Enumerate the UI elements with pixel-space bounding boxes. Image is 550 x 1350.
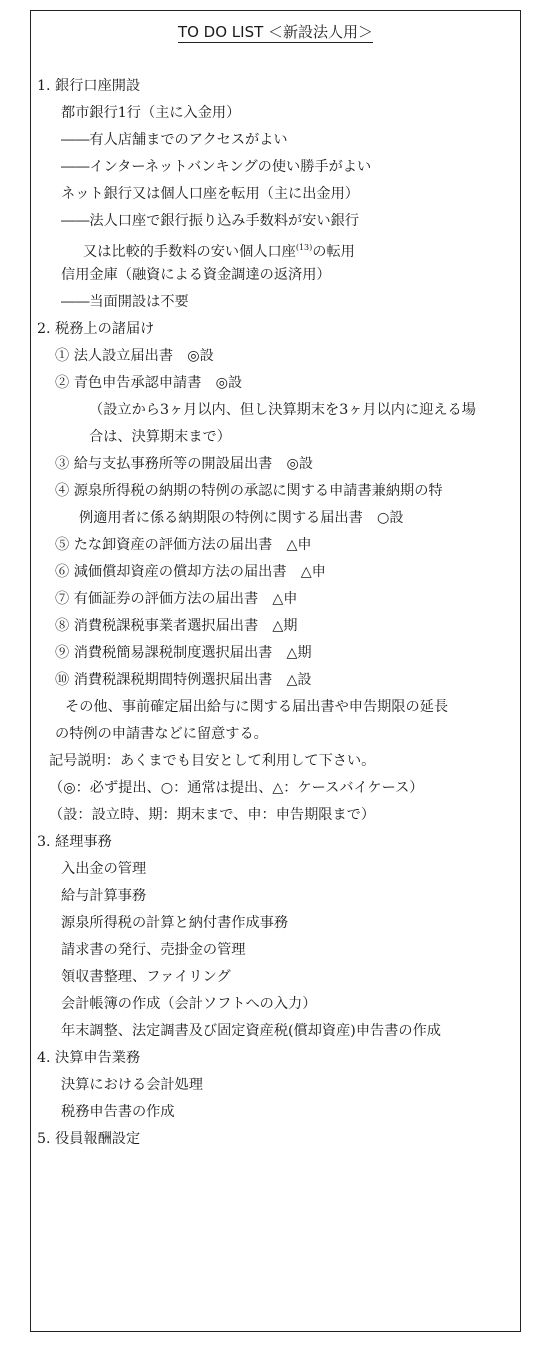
footnote-marker: (13)	[295, 243, 313, 252]
list-item: 源泉所得税の計算と納付書作成事務	[61, 915, 289, 931]
list-item: 給与計算事務	[61, 888, 147, 904]
list-item: ⑧ 消費税課税事業者選択届出書 △期	[55, 618, 298, 634]
list-item-text: 又は比較的手数料の安い個人口座	[83, 244, 296, 260]
legend-text: 記号説明：あくまでも目安として利用して下さい。	[49, 753, 376, 769]
note-text: の特例の申請書などに留意する。	[55, 726, 268, 742]
list-item: ⑥ 減価償却資産の償却方法の届出書 △申	[55, 564, 326, 580]
section-heading-tax-filings: 2. 税務上の諸届け	[37, 321, 155, 337]
list-item: ② 青色申告承認申請書 ◎設	[55, 375, 243, 391]
todo-list-frame	[30, 10, 521, 1332]
list-item: ――有人店舗までのアクセスがよい	[61, 132, 288, 148]
legend-text: （◎：必ず提出、○：通常は提出、△：ケースバイケース）	[49, 780, 424, 796]
list-item: ⑩ 消費税課税期間特例選択届出書 △設	[55, 672, 312, 688]
note-text: その他、事前確定届出給与に関する届出書や申告期限の延長	[65, 699, 449, 715]
document-title: TO DO LIST ＜新設法人用＞	[177, 23, 374, 41]
list-item: ⑦ 有価証券の評価方法の届出書 △申	[55, 591, 298, 607]
section-heading-bank-account: 1. 銀行口座開設	[37, 78, 141, 94]
legend-text: （設：設立時、期：期末まで、申：申告期限まで）	[49, 807, 376, 823]
list-item: ――法人口座で銀行振り込み手数料が安い銀行	[61, 213, 359, 229]
list-item: ネット銀行又は個人口座を転用（主に出金用）	[61, 186, 359, 202]
list-item: 合は、決算期末まで）	[89, 429, 231, 445]
list-item: 決算における会計処理	[61, 1077, 203, 1093]
list-item: 例適用者に係る納期限の特例に関する届出書 ○設	[79, 510, 404, 526]
list-item-text: の転用	[312, 244, 355, 260]
section-heading-executive-pay: 5. 役員報酬設定	[37, 1131, 141, 1147]
section-heading-accounting: 3. 経理事務	[37, 834, 112, 850]
list-item: ――インターネットバンキングの使い勝手がよい	[61, 159, 372, 175]
list-item	[83, 239, 355, 261]
list-item: 信用金庫（融資による資金調達の返済用）	[61, 267, 331, 283]
list-item: ⑤ たな卸資産の評価方法の届出書 △申	[55, 537, 312, 553]
list-item: 入出金の管理	[61, 861, 147, 877]
list-item: （設立から3ヶ月以内、但し決算期末を3ヶ月以内に迎える場	[89, 402, 476, 418]
list-item: ④ 源泉所得税の納期の特例の承認に関する申請書兼納期の特	[55, 483, 443, 499]
list-item: ⑨ 消費税簡易課税制度選択届出書 △期	[55, 645, 312, 661]
list-item: 都市銀行1行（主に入金用）	[61, 105, 241, 121]
list-item: ――当面開設は不要	[61, 294, 189, 310]
list-item: 税務申告書の作成	[61, 1104, 175, 1120]
list-item: ① 法人設立届出書 ◎設	[55, 348, 214, 364]
list-item: 領収書整理、ファイリング	[61, 969, 231, 985]
list-item: 請求書の発行、売掛金の管理	[61, 942, 246, 958]
list-item: 会計帳簿の作成（会計ソフトへの入力）	[61, 996, 317, 1012]
section-heading-settlement: 4. 決算申告業務	[37, 1050, 141, 1066]
list-item: 年末調整、法定調書及び固定資産税(償却資産)申告書の作成	[61, 1023, 441, 1039]
list-item: ③ 給与支払事務所等の開設届出書 ◎設	[55, 456, 314, 472]
